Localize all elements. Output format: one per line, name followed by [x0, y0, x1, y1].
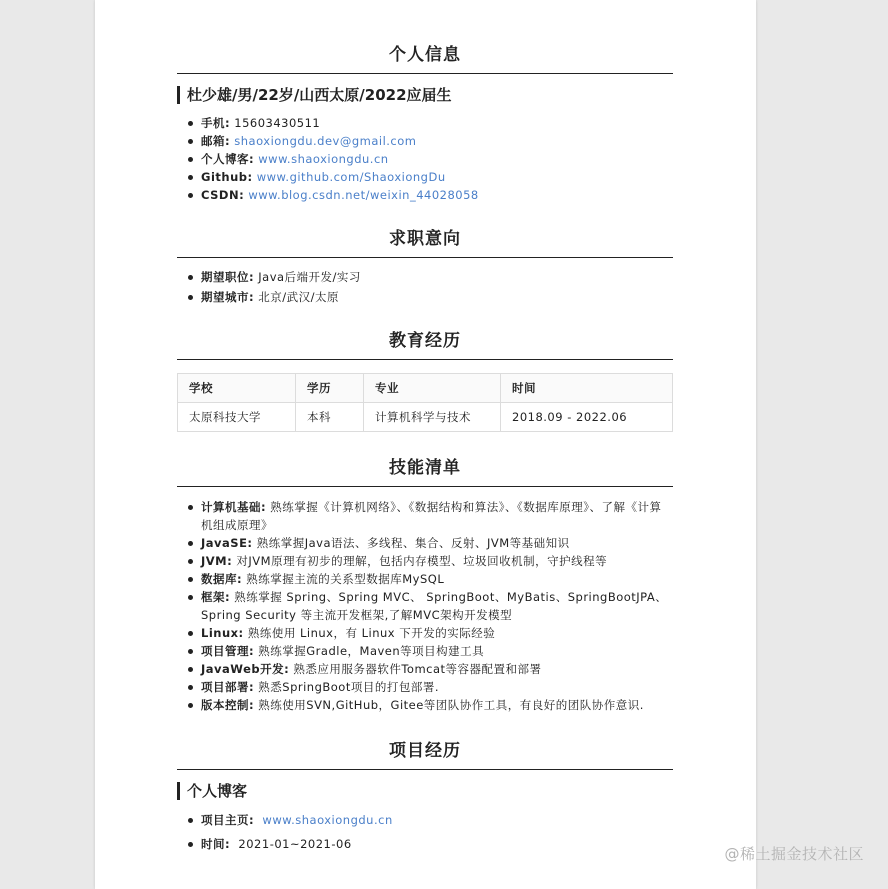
- item-label: CSDN:: [201, 188, 245, 202]
- item-label: 邮箱:: [201, 134, 231, 148]
- project-subtitle: 个人博客: [177, 782, 673, 800]
- list-item: [187, 642, 673, 660]
- table-cell: 本科: [296, 403, 364, 432]
- table-cell: 2018.09 - 2022.06: [501, 403, 673, 432]
- education-table: [177, 373, 673, 432]
- table-row: [178, 403, 673, 432]
- section-title-intent: 求职意向: [177, 224, 673, 258]
- personal-info-list: [177, 114, 673, 204]
- intent-list: [177, 268, 673, 306]
- section-title-personal: 个人信息: [177, 40, 673, 74]
- list-item: [187, 168, 673, 186]
- item-label: 数据库:: [201, 572, 243, 586]
- list-item: [187, 114, 673, 132]
- list-item: [187, 498, 673, 534]
- list-item: [187, 624, 673, 642]
- table-cell: 太原科技大学: [178, 403, 296, 432]
- item-label: JVM:: [201, 554, 233, 568]
- list-item: [187, 552, 673, 570]
- list-item: [187, 660, 673, 678]
- column-header: 时间: [501, 374, 673, 403]
- list-item: [187, 132, 673, 150]
- email-link[interactable]: shaoxiongdu.dev@gmail.com: [234, 134, 417, 148]
- item-label: JavaSE:: [201, 536, 253, 550]
- project-homepage-link[interactable]: www.shaoxiongdu.cn: [262, 813, 393, 827]
- item-value: 熟练掌握Java语法、多线程、集合、反射、JVM等基础知识: [256, 536, 570, 550]
- table-cell: 计算机科学与技术: [364, 403, 501, 432]
- item-label: 时间:: [201, 837, 231, 851]
- list-item: [187, 150, 673, 168]
- item-value: 熟悉SpringBoot项目的打包部署.: [258, 680, 440, 694]
- list-item: [187, 588, 673, 624]
- item-value: 熟练使用SVN,GitHub，Gitee等团队协作工具，有良好的团队协作意识.: [258, 698, 644, 712]
- table-header-row: [178, 374, 673, 403]
- blog-link[interactable]: www.shaoxiongdu.cn: [258, 152, 389, 166]
- item-value: 2021-01~2021-06: [238, 837, 352, 851]
- list-item: [187, 268, 673, 286]
- list-item: [187, 570, 673, 588]
- item-value: 熟练掌握Gradle，Maven等项目构建工具: [258, 644, 485, 658]
- skills-list: [177, 498, 673, 714]
- item-value: 北京/武汉/太原: [258, 290, 340, 304]
- column-header: 专业: [364, 374, 501, 403]
- item-label: 项目管理:: [201, 644, 255, 658]
- list-item: [187, 811, 673, 829]
- list-item: [187, 696, 673, 714]
- list-item: [187, 678, 673, 696]
- watermark: @稀土掘金技术社区: [724, 845, 864, 863]
- csdn-link[interactable]: www.blog.csdn.net/weixin_44028058: [248, 188, 479, 202]
- personal-subtitle: 杜少雄/男/22岁/山西太原/2022应届生: [177, 86, 673, 104]
- item-label: 期望职位:: [201, 270, 255, 284]
- list-item: [187, 186, 673, 204]
- list-item: [187, 534, 673, 552]
- item-value: 熟练掌握《计算机网络》、《数据结构和算法》、《数据库原理》、了解《计算机组成原理》: [201, 500, 662, 532]
- item-label: Linux:: [201, 626, 244, 640]
- item-value: 熟练掌握 Spring、Spring MVC、 SpringBoot、MyBatis、SpringBootJPA、Spring Security 等主流开发框架,了解MVC架构开发模型: [201, 590, 668, 622]
- item-label: 计算机基础:: [201, 500, 267, 514]
- list-item: [187, 835, 673, 853]
- project-list: [177, 811, 673, 853]
- item-value: 对JVM原理有初步的理解，包括内存模型、垃圾回收机制，守护线程等: [236, 554, 608, 568]
- section-title-projects: 项目经历: [177, 736, 673, 770]
- resume-page: [95, 0, 756, 889]
- section-title-education: 教育经历: [177, 326, 673, 360]
- list-item: [187, 288, 673, 306]
- item-value: 熟练掌握主流的关系型数据库MySQL: [246, 572, 445, 586]
- resume-content: [177, 0, 673, 853]
- section-title-skills: 技能清单: [177, 453, 673, 487]
- item-label: 框架:: [201, 590, 231, 604]
- item-label: 版本控制:: [201, 698, 255, 712]
- github-link[interactable]: www.github.com/ShaoxiongDu: [256, 170, 446, 184]
- item-label: Github:: [201, 170, 253, 184]
- item-label: 项目部署:: [201, 680, 255, 694]
- item-label: JavaWeb开发:: [201, 662, 290, 676]
- column-header: 学校: [178, 374, 296, 403]
- item-label: 项目主页:: [201, 813, 255, 827]
- item-label: 个人博客:: [201, 152, 255, 166]
- phone-value: 15603430511: [234, 116, 321, 130]
- item-value: 熟悉应用服务器软件Tomcat等容器配置和部署: [293, 662, 542, 676]
- item-value: 熟练使用 Linux，有 Linux 下开发的实际经验: [247, 626, 496, 640]
- column-header: 学历: [296, 374, 364, 403]
- item-label: 期望城市:: [201, 290, 255, 304]
- item-value: Java后端开发/实习: [258, 270, 361, 284]
- item-label: 手机:: [201, 116, 231, 130]
